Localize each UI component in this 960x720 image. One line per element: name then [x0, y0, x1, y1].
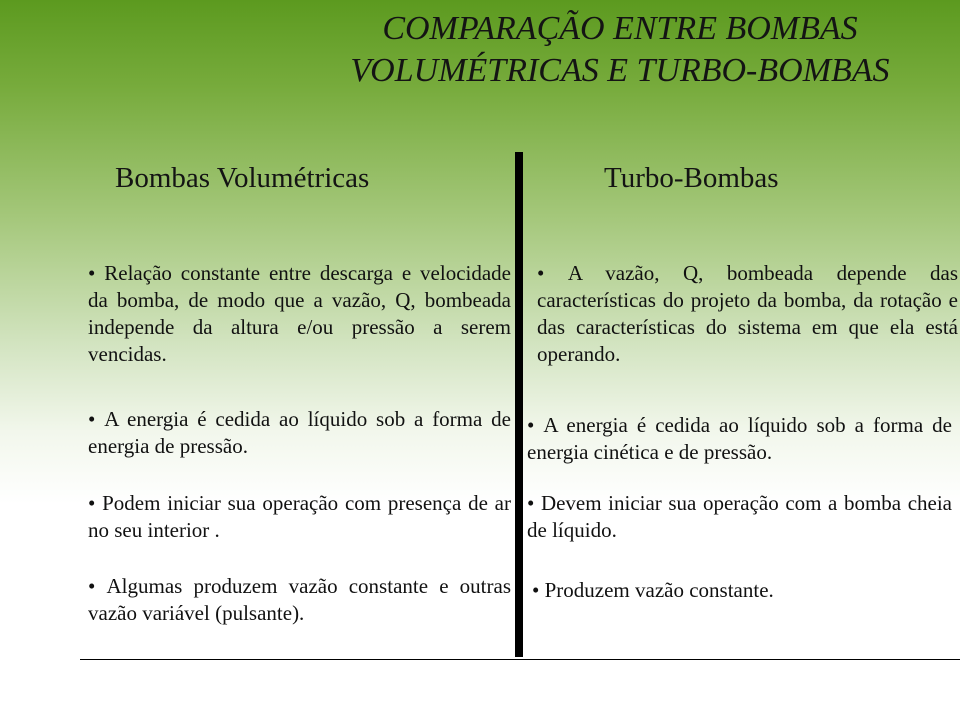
left-item-2: • A energia é cedida ao líquido sob a forma de energia de pressão.	[88, 406, 511, 460]
left-item-4: • Algumas produzem vazão constante e outras vazão variável (pulsante).	[88, 573, 511, 627]
slide-title-line-2: VOLUMÉTRICAS E TURBO-BOMBAS	[350, 52, 890, 89]
right-item-2: • A energia é cedida ao líquido sob a forma de energia cinética e de pressão.	[527, 412, 952, 466]
right-item-4: • Produzem vazão constante.	[532, 577, 952, 604]
slide-title-line-1: COMPARAÇÃO ENTRE BOMBAS	[382, 10, 858, 47]
bottom-rule	[80, 659, 960, 660]
right-item-1: • A vazão, Q, bombeada depende das características do projeto da bomba, da rotação e das características do sistema em que ela está operando.	[537, 260, 958, 368]
left-item-1: • Relação constante entre descarga e velocidade da bomba, de modo que a vazão, Q, bombeada independe da altura e/ou pressão a serem vencidas.	[88, 260, 511, 368]
right-column-heading: Turbo-Bombas	[604, 162, 779, 194]
right-item-3: • Devem iniciar sua operação com a bomba cheia de líquido.	[527, 490, 952, 544]
left-item-3: • Podem iniciar sua operação com presença de ar no seu interior .	[88, 490, 511, 544]
slide-title	[300, 8, 940, 92]
column-divider	[515, 152, 523, 657]
left-column-heading: Bombas Volumétricas	[115, 162, 370, 194]
